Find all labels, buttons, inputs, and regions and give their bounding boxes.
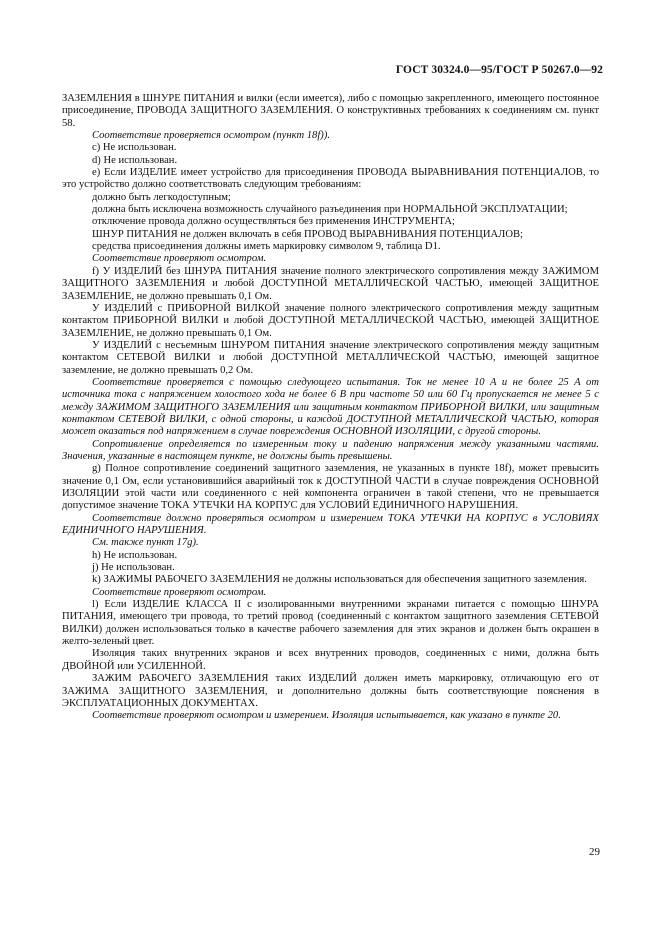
paragraph: ЗАЖИМ РАБОЧЕГО ЗАЗЕМЛЕНИЯ таких ИЗДЕЛИЙ должен иметь маркировку, отличающую его от ЗАЖИМА ЗАЩИТНОГО ЗАЗЕМЛЕНИЯ, и дополнительно должны быть соответствующие пояснения в ЭКСПЛУАТАЦИОННЫХ ДОКУМЕНТАХ.: [62, 673, 599, 709]
paragraph: У ИЗДЕЛИЙ с несъемным ШНУРОМ ПИТАНИЯ значение электрического сопротивления между защитным контактом СЕТЕВОЙ ВИЛКИ и любой ДОСТУПНОЙ МЕТАЛЛИЧЕСКОЙ ЧАСТЬЮ, имеющей защитное заземление, не должно превышать 0,2 Ом.: [62, 339, 599, 376]
paragraph: средства присоединения должны иметь маркировку символом 9, таблица D1.: [92, 241, 441, 253]
paragraph: См. также пункт 17g).: [92, 537, 199, 549]
paragraph: Соответствие проверяется с помощью следующего испытания. Ток не менее 10 А и не более 25 А от источника тока с напряжением холостого хода не более 6 В при частоте 50 или 60 Гц пропускается не менее 5 с между ЗАЖИМОМ ЗАЩИТНОГО ЗАЗЕМЛЕНИЯ или защитным контактом ПРИБОРНОЙ ВИЛКИ, или защитным контактом СЕТЕВОЙ ВИЛКИ, с одной стороны, и каждой ДОСТУПНОЙ МЕТАЛЛИЧЕСКОЙ ЧАСТЬЮ, которая может оказаться под напряжением в случае повреждения ОСНОВНОЙ ИЗОЛЯЦИИ, с другой стороны.: [62, 376, 599, 438]
paragraph: l) Если ИЗДЕЛИЕ КЛАССА II с изолированными внутренними экранами питается с помощью ШНУРА ПИТАНИЯ, имеющего три провода, то третий провод (соединенный с контактом защитного заземления СЕТЕВОЙ ВИЛКИ) должен использоваться только в качестве рабочего заземления для этих экранов и должен быть окрашен в желто-зеленый цвет.: [62, 599, 599, 648]
paragraph: должна быть исключена возможность случайного разъединения при НОРМАЛЬНОЙ ЭКСПЛУАТАЦИИ;: [92, 204, 568, 216]
paragraph: Соответствие должно проверяться осмотром и измерением ТОКА УТЕЧКИ НА КОРПУС в УСЛОВИЯХ ЕДИНИЧНОГО НАРУШЕНИЯ.: [62, 512, 599, 537]
paragraph: f) У ИЗДЕЛИЙ без ШНУРА ПИТАНИЯ значение полного электрического сопротивления между ЗАЖИМОМ ЗАЩИТНОГО ЗАЗЕМЛЕНИЯ и любой ДОСТУПНОЙ МЕТАЛЛИЧЕСКОЙ ЧАСТЬЮ, имеющей ЗАЩИТНОЕ ЗАЗЕМЛЕНИЕ, не должно превышать 0,1 Ом.: [62, 265, 599, 302]
paragraph: ШНУР ПИТАНИЯ не должен включать в себя ПРОВОД ВЫРАВНИВАНИЯ ПОТЕНЦИАЛОВ;: [92, 228, 523, 240]
page-header: ГОСТ 30324.0—95/ГОСТ Р 50267.0—92: [395, 64, 603, 76]
document-body: [62, 93, 599, 723]
paragraph: отключение провода должно осуществляться без применения ИНСТРУМЕНТА;: [92, 216, 455, 228]
paragraph: Изоляция таких внутренних экранов и всех внутренних проводов, соединенных с ними, должна быть ДВОЙНОЙ или УСИЛЕННОЙ.: [62, 648, 599, 672]
paragraph: c) Не использован.: [92, 142, 177, 154]
paragraph: ЗАЗЕМЛЕНИЯ в ШНУРЕ ПИТАНИЯ и вилки (если имеется), либо с помощью закрепленного, имеющего постоянное присоединение, ПРОВОДА ЗАЩИТНОГО ЗАЗЕМЛЕНИЯ. О конструктивных требованиях к соединениям см. пункт 58.: [62, 93, 599, 129]
paragraph: h) Не использован.: [92, 549, 178, 561]
paragraph: Соответствие проверяют осмотром и измерением. Изоляция испытывается, как указано в пункте 20.: [92, 710, 561, 722]
paragraph: e) Если ИЗДЕЛИЕ имеет устройство для присоединения ПРОВОДА ВЫРАВНИВАНИЯ ПОТЕНЦИАЛОВ, то это устройство должно соответствовать следующим требованиям:: [62, 167, 599, 191]
paragraph: Соответствие проверяют осмотром.: [92, 586, 267, 598]
paragraph: k) ЗАЖИМЫ РАБОЧЕГО ЗАЗЕМЛЕНИЯ не должны использоваться для обеспечения защитного заземления.: [92, 574, 587, 586]
paragraph: У ИЗДЕЛИЙ с ПРИБОРНОЙ ВИЛКОЙ значение полного электрического сопротивления между защитным контактом ПРИБОРНОЙ ВИЛКИ и любой ДОСТУПНОЙ МЕТАЛЛИЧЕСКОЙ ЧАСТЬЮ, имеющей ЗАЩИТНОЕ ЗАЗЕМЛЕНИЕ, не должно превышать 0,1 Ом.: [62, 302, 599, 339]
paragraph: Сопротивление определяется по измеренным току и падению напряжения между указанными частями. Значения, указанные в настоящем пункте, не должны быть превышены.: [62, 438, 599, 462]
paragraph: d) Не использован.: [92, 154, 178, 166]
paragraph: Соответствие проверяется осмотром (пункт 18f)).: [92, 130, 330, 142]
paragraph: j) Не использован.: [92, 562, 175, 574]
page-number: 29: [589, 846, 600, 858]
paragraph: g) Полное сопротивление соединений защитного заземления, не указанных в пункте 18f), может превысить значение 0,1 Ом, если установившийся аварийный ток к ДОСТУПНОЙ ЧАСТИ в случае повреждения ОСНОВНОЙ ИЗОЛЯЦИИ этой части или соединенного с ней компонента ограничен в такой степени, что не превышается допустимое значение ТОКА УТЕЧКИ НА КОРПУС для УСЛОВИЙ ЕДИНИЧНОГО НАРУШЕНИЯ.: [62, 463, 599, 512]
paragraph: Соответствие проверяют осмотром.: [92, 253, 267, 265]
paragraph: должно быть легкодоступным;: [92, 191, 231, 203]
